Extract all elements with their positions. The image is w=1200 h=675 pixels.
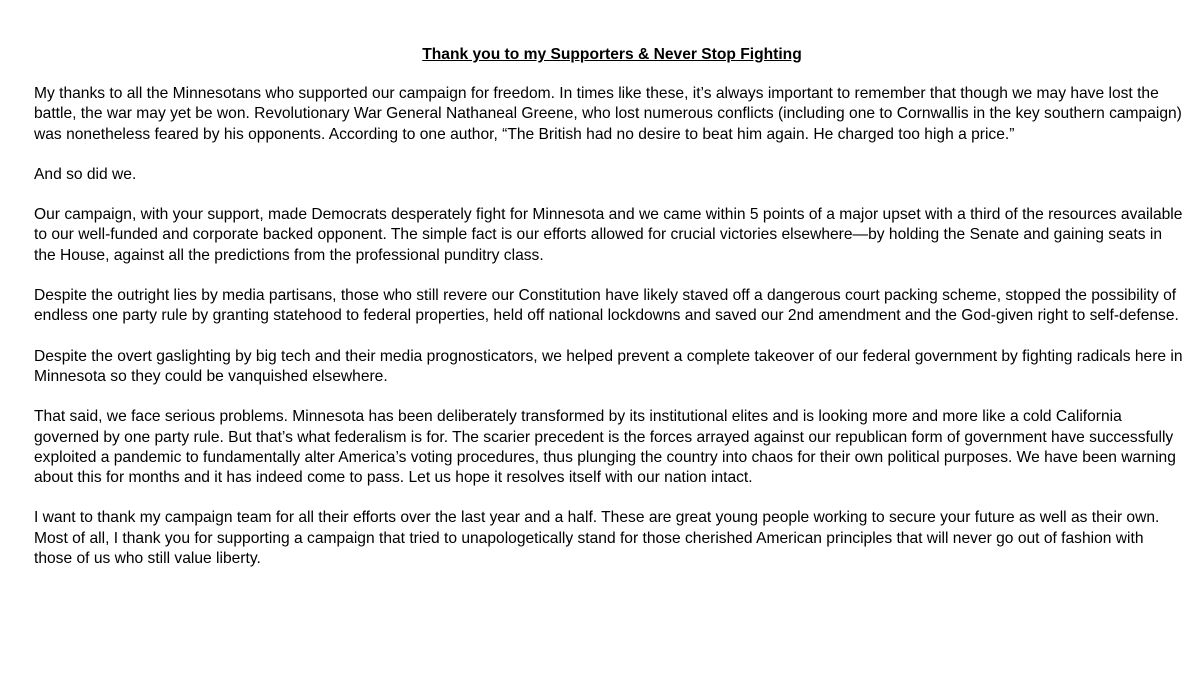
document-title: Thank you to my Supporters & Never Stop Fighting (422, 46, 802, 63)
paragraph-team-thanks: I want to thank my campaign team for all their efforts over the last year and a half. These are great young people working to secure your future as well as their own. Most of all, I thank you for supporting a campaign that tried to unapologetically stand for those cherished American principles that will never go out of fashion with those of us who still value liberty. (34, 509, 1160, 568)
paragraph-constitution: Despite the outright lies by media partisans, those who still revere our Constitution have likely staved off a dangerous court packing scheme, stopped the possibility of endless one party rule by granting statehood to federal properties, held off national lockdowns and saved our 2nd amendment and the God-given right to self-defense. (34, 287, 1179, 325)
paragraph-serious-problems: That said, we face serious problems. Minnesota has been deliberately transformed by its institutional elites and is looking more and more like a cold California governed by one party rule. But that’s what federalism is for. The scarier precedent is the forces arrayed against our republican form of government have successfully exploited a pandemic to fundamentally alter America’s voting procedures, thus plunging the country into chaos for their own political purposes. We have been warning about this for months and it has indeed come to pass. Let us hope it resolves itself with our nation intact. (34, 408, 1176, 487)
paragraph-thanks: My thanks to all the Minnesotans who supported our campaign for freedom. In times like these, it’s always important to remember that though we may have lost the battle, the war may yet be won. Revolutionary War General Nathaneal Greene, who lost numerous conflicts (including one to Cornwallis in the key southern campaign) was nonetheless feared by his opponents. According to one author, “The British had no desire to beat him again. He charged too high a price.” (34, 85, 1182, 143)
paragraph-gaslighting: Despite the overt gaslighting by big tech and their media prognosticators, we helped prevent a complete takeover of our federal government by fighting radicals here in Minnesota so they could be vanquished elsewhere. (34, 347, 1183, 385)
paragraph-campaign: Our campaign, with your support, made Democrats desperately fight for Minnesota and we came within 5 points of a major upset with a third of the resources available to our well-funded and corporate backed opponent. The simple fact is our efforts allowed for crucial victories elsewhere—by holding the Senate and gaining seats in the House, against all the predictions from the professional punditry class. (34, 206, 1183, 264)
paragraph-and-so-did-we: And so did we. (34, 165, 137, 183)
document-page (34, 45, 1184, 589)
